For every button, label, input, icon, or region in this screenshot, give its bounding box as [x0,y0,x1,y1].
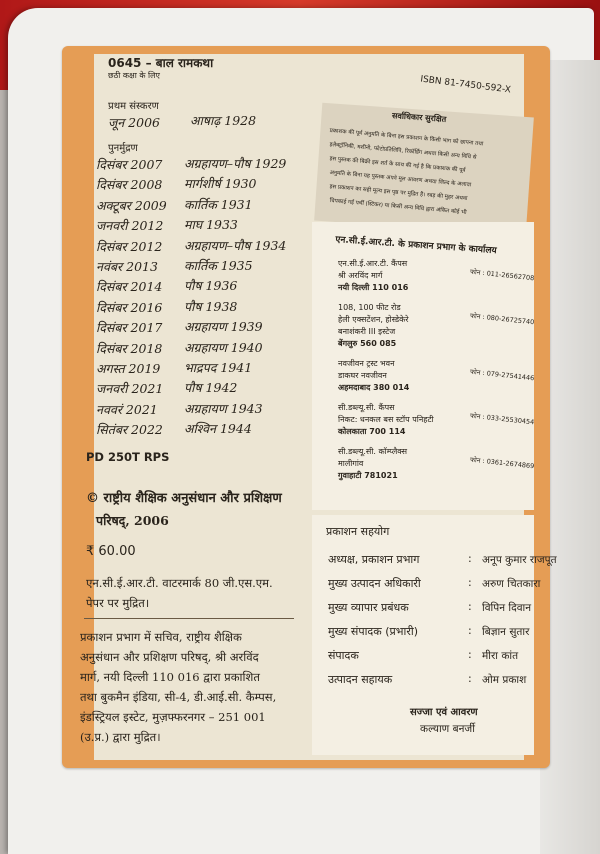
office-address-line: गुवाहाटी 781021 [338,471,398,480]
reprint-saka: पौष 1936 [184,278,238,294]
reprint-saka: कार्तिक 1931 [184,196,253,212]
collaboration-role: मुख्य उत्पादन अधिकारी [328,577,421,590]
office-address-line: सी.डब्ल्यू.सी. कॉम्प्लैक्स [338,447,408,456]
reprint-date: दिसंबर 2014 [96,279,163,295]
reprint-saka: अग्रहायण 1943 [184,400,263,416]
publisher-line: इंडस्ट्रियल इस्टेट, मुज़फ्फरनगर – 251 001 [80,710,266,724]
office-address-line: कोलकाता 700 114 [338,427,406,436]
copyright-line-2: परिषद्, 2006 [96,513,169,528]
collaboration-colon: : [468,672,472,685]
reprint-date: दिसंबर 2018 [96,340,163,356]
office-phone: फोन : 080-26725740 [469,311,535,327]
reprint-saka: अश्विन 1944 [184,421,252,437]
publisher-line: मार्ग, नयी दिल्ली 110 016 द्वारा प्रकाशित [80,670,260,684]
collaboration-name: मीरा कांत [482,650,519,662]
collaboration-name: ओम प्रकाश [482,674,527,686]
collaboration-name: विपिन दिवान [482,602,532,614]
book-title: 0645 – बाल रामकथा [108,56,214,70]
publisher-line: (उ.प्र.) द्वारा मुद्रित। [80,730,161,744]
offices-title: एन.सी.ई.आर.टी. के प्रकाशन प्रभाग के कार्यालय [335,234,497,257]
reprint-date: दिसंबर 2007 [96,157,163,172]
office-address-line: हेली एक्सटेंशन, होस्डेकेरे [338,315,409,324]
reprint-date: दिसंबर 2017 [96,320,163,336]
reprint-saka: माघ 1933 [184,217,238,233]
office-address-line: बेंगलुरु 560 085 [338,339,397,348]
collaboration-role: अध्यक्ष, प्रकाशन प्रभाग [328,553,420,566]
rights-text: प्रकाशक की पूर्व अनुमति के बिना इस प्रकाशन के किसी भाग को छापना तथा [329,127,484,148]
reprint-date: जनवरी 2021 [96,381,164,397]
collaboration-name: अनूप कुमार राजपूत [482,554,557,566]
reprint-saka: मार्गशीर्ष 1930 [184,176,257,192]
book-subtitle: छठी कक्षा के लिए [108,71,160,80]
reprint-saka: पौष 1942 [184,380,238,396]
rights-text: अनुमति के बिना यह पुस्तक अपने मूल आवरण अथवा जिल्द के अलावा [329,169,472,189]
first-edition-label: प्रथम संस्करण [108,101,159,112]
collaboration-role: मुख्य व्यापार प्रबंधक [328,601,409,614]
office-address-line: बनाशंकरी III इस्टेज [338,327,396,336]
reprint-date: नवंबर 2013 [96,259,158,274]
print-code: PD 250T RPS [86,450,170,464]
office-phone: फोन : 0361-2674869 [469,455,535,471]
paper-line-2: पेपर पर मुद्रित। [86,596,150,610]
reprint-saka: अग्रहायण 1939 [184,319,263,335]
office-address-line: सी.डब्ल्यू.सी. कैंपस [338,403,395,412]
office-address-line: मालीगांव [338,459,364,468]
collaboration-role: मुख्य संपादक (प्रभारी) [328,625,418,638]
office-address-line: डाकघर नवजीवन [338,371,387,380]
office-address-line: निकट: धनकल बस स्टॉप पनिहटी [338,415,434,424]
divider [84,618,294,619]
collaboration-colon: : [468,552,472,565]
first-edition-date: जून 2006 [108,115,160,130]
collaboration-name: बिज्ञान सुतार [482,626,530,638]
reprint-date: दिसंबर 2012 [96,238,163,254]
collaboration-colon: : [468,624,472,637]
collaboration-colon: : [468,648,472,661]
office-address-line: 108, 100 फीट रोड [338,303,401,312]
reprint-saka: अग्रहायण–पौष 1929 [184,156,287,171]
reprint-date: नववरं 2021 [96,401,158,417]
price: ₹ 60.00 [86,544,136,559]
office-address-line: श्री अरविंद मार्ग [338,271,383,280]
office-address-line: अहमदाबाद 380 014 [338,383,410,392]
office-phone: फोन : 033-25530454 [469,411,535,427]
reprint-date: अक्टूबर 2009 [96,197,167,213]
cover-label: सज्जा एवं आवरण [410,707,478,718]
rights-title: सर्वाधिकार सुरक्षित [391,111,447,124]
rights-text: इस पुस्तक की बिक्री इस शर्त के साथ की गई है कि प्रकाशक की पूर्व [329,155,466,174]
office-address-line: नवजीवन ट्रस्ट भवन [338,359,395,368]
publisher-line: अनुसंधान और प्रशिक्षण परिषद्, श्री अरविंद [80,650,259,664]
reprint-saka: अग्रहायण 1940 [184,339,263,355]
office-address-line: एन.सी.ई.आर.टी. कैंपस [338,259,408,268]
first-edition-saka: आषाढ़ 1928 [190,113,257,128]
paper-line-1: एन.सी.ई.आर.टी. वाटरमार्क 80 जी.एस.एम. [86,576,273,590]
collaboration-name: अरुण चितकारा [482,578,541,590]
rights-text: चिपकाई गई पर्ची (स्टिकर) या किसी अन्य विधि द्वारा अंकित कोई भी [329,197,467,216]
reprint-label: पुनर्मुद्रण [108,143,138,154]
collaboration-title: प्रकाशन सहयोग [326,525,390,538]
collaboration-role: उत्पादन सहायक [328,673,393,686]
reprint-date: दिसंबर 2016 [96,299,163,315]
reprint-date: जनवरी 2012 [96,218,164,234]
isbn: ISBN 81-7450-592-X [419,74,512,96]
rights-text: इलैक्ट्रॉनिकी, मशीनी, फोटोप्रतिलिपि, रिकॉर्डिंग अथवा किसी अन्य विधि से [329,141,477,161]
cover-designer: कल्याण बनर्जी [420,723,475,735]
reprint-date: दिसंबर 2008 [96,177,163,193]
publisher-line: प्रकाशन प्रभाग में सचिव, राष्ट्रीय शैक्षिक [80,630,242,644]
collaboration-role: संपादक [328,649,359,662]
publisher-line: तथा बुकमैन इंडिया, सी-4, डी.आई.सी. कैम्पस, [80,690,277,704]
reprint-saka: कार्तिक 1935 [184,258,253,273]
reprint-date: अगस्त 2019 [96,361,161,376]
reprint-saka: भाद्रपद 1941 [184,360,253,375]
rights-text: इस प्रकाशन का सही मूल्य इस पृष्ठ पर मुद्रित है। रबड़ की मुहर अथवा [329,183,468,203]
reprint-saka: अग्रहायण–पौष 1934 [184,237,287,253]
office-phone: फोन : 079-27541446 [469,367,535,383]
office-phone: फोन : 011-26562708 [469,267,535,283]
copyright-line-1: © राष्ट्रीय शैक्षिक अनुसंधान और प्रशिक्षण [86,491,282,506]
collaboration-colon: : [468,576,472,589]
collaboration-colon: : [468,600,472,613]
office-address-line: नयी दिल्ली 110 016 [338,283,409,292]
reprint-date: सितंबर 2022 [96,422,163,438]
reprint-saka: पौष 1938 [184,298,238,314]
